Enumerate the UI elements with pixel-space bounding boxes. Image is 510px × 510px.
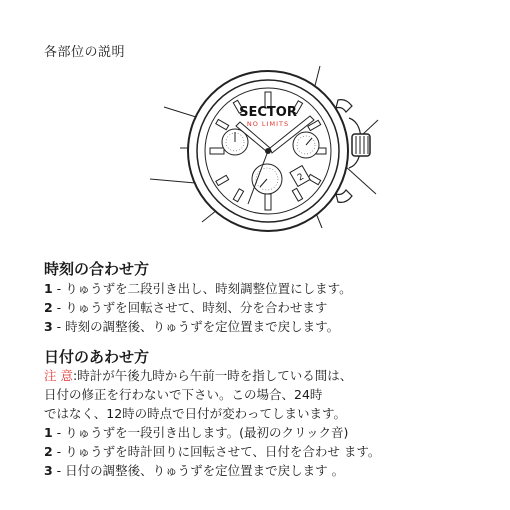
crown	[352, 134, 370, 156]
watch-diagram	[140, 56, 400, 236]
page-title: 各部位の説明	[44, 45, 126, 60]
brand-tagline: NO LIMITS	[246, 120, 290, 128]
caution-note	[44, 366, 352, 423]
right-subdial	[293, 132, 319, 158]
note-line: ではなく、12時の時点で日付が変わってしまいます。	[44, 406, 347, 421]
brand-logo: SECTOR	[239, 105, 297, 120]
list-item: 1 - りゅうずを一段引き出します。(最初のクリック音)	[44, 425, 349, 440]
note-line: 注 意:時計が午後九時から午前一時を指している間は、	[44, 368, 353, 383]
date-section-title: 日付のあわせ方	[44, 348, 150, 366]
note-line: 日付の修正を行わないで下さい。この場合、24時	[44, 387, 323, 402]
list-item: 1 - りゅうずを二段引き出し、時刻調整位置にします。	[44, 281, 352, 296]
date-number: 2	[296, 171, 306, 184]
list-item: 2 - りゅうずを回転させて、時刻、分を合わせます	[44, 300, 328, 315]
time-section-title: 時刻の合わせ方	[44, 260, 150, 278]
date-steps-list	[44, 423, 380, 480]
list-item: 2 - りゅうずを時計回りに回転させて、日付を合わせ ます。	[44, 444, 381, 459]
list-item: 3 - 日付の調整後、りゅうずを定位置まで戻します 。	[44, 463, 345, 478]
list-item: 3 - 時刻の調整後、りゅうずを定位置まで戻します。	[44, 319, 340, 334]
time-steps-list	[44, 279, 352, 336]
bottom-subdial	[252, 164, 282, 194]
caution-label: 注 意	[44, 368, 73, 383]
